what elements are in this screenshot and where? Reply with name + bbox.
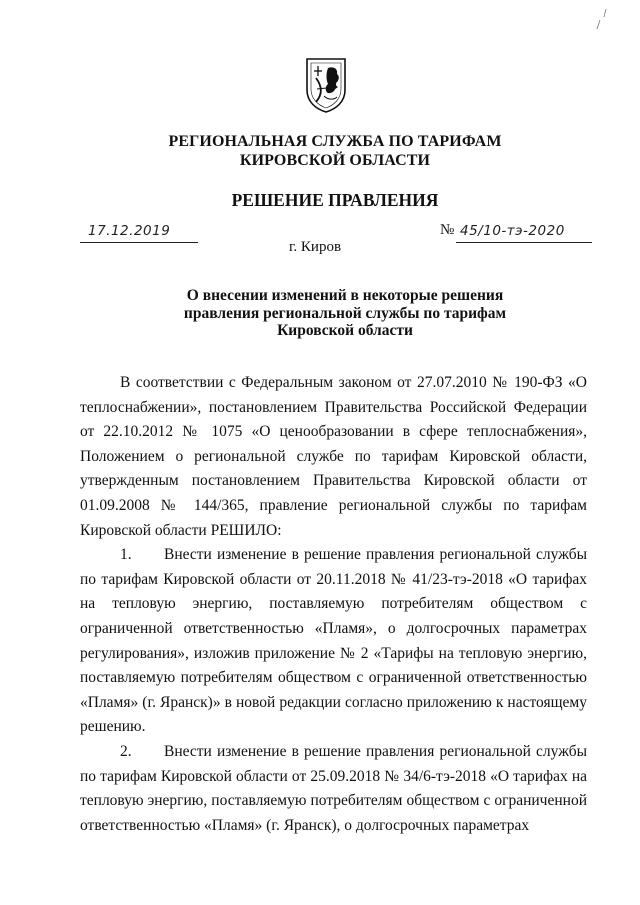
item-text: Внести изменение в решение правления региональной службы по тарифам Кировской области от 20.11.2018 № 41/23-тэ-2018 «О тарифах на тепловую энергию, поставляемую потребителям обществом с ограниченной ответственностью «Пламя», о долгосрочных параметрах регулирования», изложив приложение № 2 «Тарифы на тепловую энергию, поставляемую потребителям обществом с ограниченной ответственностью «Пламя» (г. Яранск)» в новой редакции согласно приложению к настоящему решению. xyxy=(80,546,587,736)
pen-mark-icon xyxy=(594,8,610,30)
subject-line1: О внесении изменений в некоторые решения xyxy=(186,287,504,304)
item-number: 1. xyxy=(120,546,132,564)
subject-line2: правления региональной службы по тарифам xyxy=(183,304,507,322)
document-type-title: РЕШЕНИЕ ПРАВЛЕНИЯ xyxy=(231,190,439,210)
decision-number: 45/10-тэ-2020 xyxy=(460,223,565,239)
decision-item-1 xyxy=(80,543,587,740)
document-body xyxy=(80,371,587,838)
preamble-paragraph: В соответствии с Федеральным законом от 27.07.2010 № 190-ФЗ «О теплоснабжении», постановлением Правительства Российской Федерации от 22.10.2012 № 1075 «О ценообразовании в сфере теплоснабжения», Положением о региональной службе по тарифам Кировской области, утвержденным постановлением Правительства Кировской области от 01.09.2008 № 144/365, правление региональной службы по тарифам Кировской области РЕШИЛО: xyxy=(80,374,587,539)
decision-date: 17.12.2019 xyxy=(88,223,171,239)
item-text: Внести изменение в решение правления региональной службы по тарифам Кировской области от 25.09.2018 № 34/6-тэ-2018 «О тарифах на тепловую энергию, поставляемую потребителям обществом с ограниченной ответственностью «Пламя» (г. Яранск), о долгосрочных параметрах xyxy=(80,742,587,834)
subject-line3: Кировской области xyxy=(277,322,413,339)
item-number: 2. xyxy=(120,742,132,760)
organization-name-line2: КИРОВСКОЙ ОБЛАСТИ xyxy=(239,152,431,169)
city: г. Киров xyxy=(288,239,342,255)
coat-of-arms-icon xyxy=(304,56,348,114)
organization-name-line1: РЕГИОНАЛЬНАЯ СЛУЖБА ПО ТАРИФАМ xyxy=(168,133,502,150)
decision-item-2 xyxy=(80,740,587,838)
document-subject xyxy=(150,287,540,340)
number-sign: № xyxy=(440,222,455,238)
